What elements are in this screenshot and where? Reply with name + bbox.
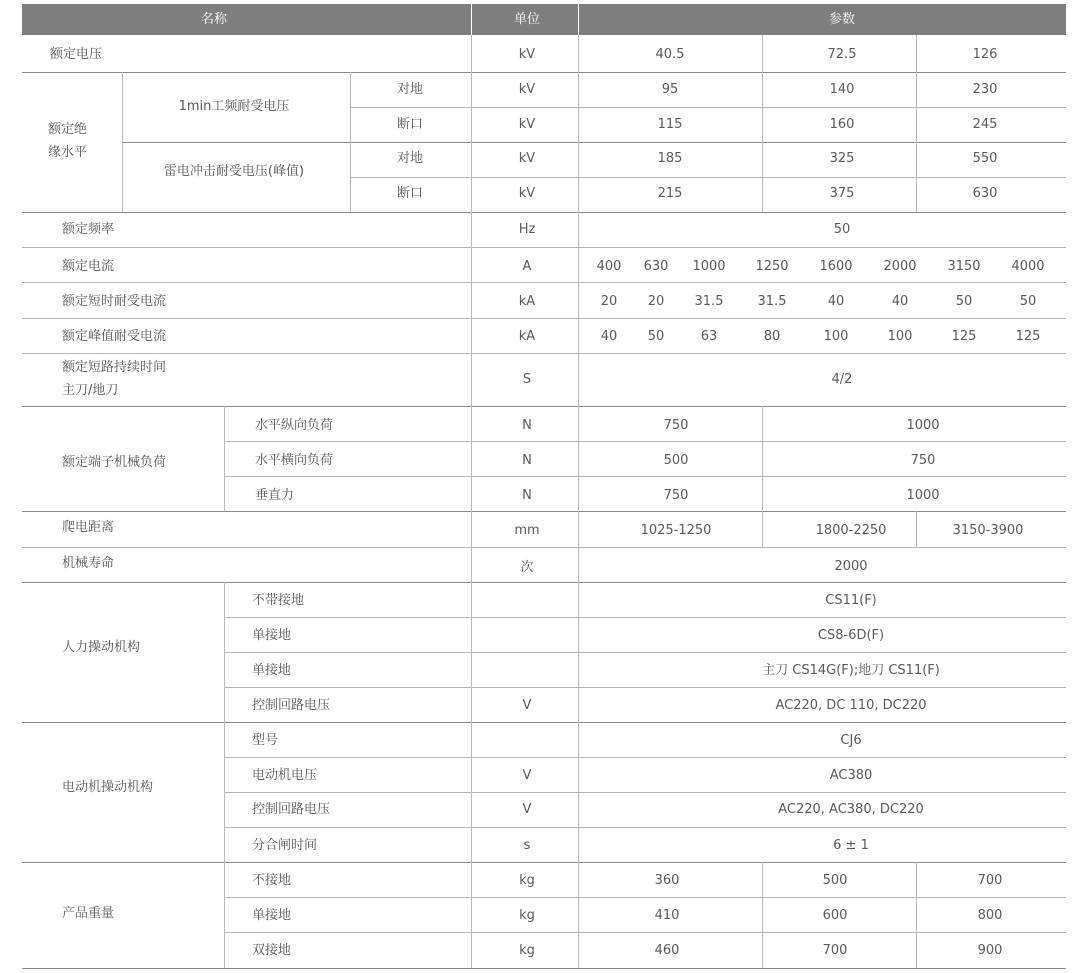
unit-cell: kV xyxy=(518,117,536,132)
value-cell: 750 xyxy=(910,453,936,468)
sub-label: 型号 xyxy=(252,733,279,748)
value-cell: 550 xyxy=(972,151,998,166)
row-label-short-time-current: 额定短时耐受电流 xyxy=(62,294,167,309)
header-name: 名称 xyxy=(200,12,227,27)
row-label-rated-voltage: 额定电压 xyxy=(50,47,103,62)
unit-cell: mm xyxy=(514,523,540,538)
unit-cell: N xyxy=(522,488,532,503)
unit-cell: V xyxy=(522,802,532,817)
sub-label: 垂直力 xyxy=(255,488,295,503)
value-cell: 20 xyxy=(600,294,618,309)
value-cell: 1025-1250 xyxy=(640,523,712,538)
value-cell: 700 xyxy=(977,873,1003,888)
row-label-short-circuit-duration: 主刀/地刀 xyxy=(62,383,119,398)
grid-hline xyxy=(224,827,1066,828)
value-cell: 400 xyxy=(596,259,622,274)
row-label-rated-current: 额定电流 xyxy=(62,259,115,274)
grid-vline xyxy=(122,72,123,212)
value-cell: 245 xyxy=(972,117,998,132)
value-cell: 800 xyxy=(977,908,1003,923)
value-cell: 700 xyxy=(822,943,848,958)
unit-cell: kA xyxy=(518,294,536,309)
sub-label: 断口 xyxy=(396,117,423,132)
grid-hline xyxy=(22,247,1066,248)
value-cell: 4000 xyxy=(1011,259,1045,274)
value-cell: 40 xyxy=(891,294,909,309)
value-cell: 630 xyxy=(972,186,998,201)
value-cell: 6 ± 1 xyxy=(833,838,869,853)
value-cell: 80 xyxy=(763,329,781,344)
sub-label: 对地 xyxy=(396,151,423,166)
sub-label: 控制回路电压 xyxy=(252,802,331,817)
grid-hline xyxy=(224,757,1066,758)
value-cell: 230 xyxy=(972,82,998,97)
value-cell: 40 xyxy=(827,294,845,309)
grid-hline xyxy=(224,617,1066,618)
sub-label: 单接地 xyxy=(252,628,292,643)
sub-label: 控制回路电压 xyxy=(252,698,331,713)
grid-hline xyxy=(224,792,1066,793)
unit-cell: kV xyxy=(518,151,536,166)
value-cell: 31.5 xyxy=(757,294,787,309)
grid-hline xyxy=(224,476,1066,477)
grid-hline xyxy=(22,353,1066,354)
value-cell: 3150 xyxy=(947,259,981,274)
row-label-manual-mech: 人力操动机构 xyxy=(62,640,141,655)
sub-label: 不接地 xyxy=(252,873,292,888)
row-label-short-circuit-duration: 额定短路持续时间 xyxy=(62,360,167,375)
value-cell: 600 xyxy=(822,908,848,923)
unit-cell: kV xyxy=(518,186,536,201)
sub-label: 水平横向负荷 xyxy=(255,453,334,468)
sub-label: 不带接地 xyxy=(252,593,305,608)
row-label-weight: 产品重量 xyxy=(62,906,115,921)
value-cell: 500 xyxy=(663,453,689,468)
header-params: 参数 xyxy=(828,12,855,27)
unit-cell: V xyxy=(522,698,532,713)
grid-hline xyxy=(224,652,1066,653)
value-cell: 325 xyxy=(829,151,855,166)
value-cell: AC220, AC380, DC220 xyxy=(778,802,924,817)
value-cell: 50 xyxy=(955,294,973,309)
value-cell: 1250 xyxy=(755,259,789,274)
sub-label-lightning: 雷电冲击耐受电压(峰值) xyxy=(163,164,305,179)
grid-hline xyxy=(224,897,1066,898)
unit-cell: S xyxy=(522,372,532,387)
value-cell: 360 xyxy=(654,873,680,888)
value-cell: 215 xyxy=(657,186,683,201)
sub-label: 断口 xyxy=(396,186,423,201)
unit-cell: A xyxy=(522,259,532,274)
sub-label: 单接地 xyxy=(252,663,292,678)
sub-label: 分合闸时间 xyxy=(252,838,318,853)
value-cell: 100 xyxy=(887,329,913,344)
unit-cell: N xyxy=(522,418,532,433)
value-cell: CS8-6D(F) xyxy=(817,628,885,643)
value-cell: 125 xyxy=(951,329,977,344)
grid-hline xyxy=(22,547,1066,548)
value-cell: 125 xyxy=(1015,329,1041,344)
value-cell: 140 xyxy=(829,82,855,97)
value-cell: 20 xyxy=(647,294,665,309)
sub-label-power-freq: 1min工频耐受电压 xyxy=(178,99,290,114)
value-cell: 31.5 xyxy=(694,294,724,309)
grid-vline xyxy=(224,582,225,968)
sub-label: 电动机电压 xyxy=(252,768,318,783)
value-cell: AC380 xyxy=(829,768,873,783)
grid-hline xyxy=(22,318,1066,319)
value-cell: 115 xyxy=(657,117,683,132)
sub-label: 对地 xyxy=(396,82,423,97)
value-cell: 50 xyxy=(1019,294,1037,309)
unit-cell: 次 xyxy=(520,560,534,575)
unit-cell: s xyxy=(523,838,531,853)
value-cell: 3150-3900 xyxy=(952,523,1024,538)
grid-hline xyxy=(224,687,1066,688)
value-cell: 1800-2250 xyxy=(815,523,887,538)
value-cell: 185 xyxy=(657,151,683,166)
grid-hline xyxy=(350,177,1066,178)
grid-hline xyxy=(22,862,1066,863)
unit-cell: N xyxy=(522,453,532,468)
row-label-insulation: 额定绝 xyxy=(48,122,88,137)
value-cell: 4/2 xyxy=(831,372,853,387)
value-cell: 750 xyxy=(663,418,689,433)
grid-hline xyxy=(22,282,1066,283)
grid-hline xyxy=(22,212,1066,213)
grid-hline xyxy=(350,107,1066,108)
grid-hline xyxy=(224,441,1066,442)
unit-cell: kA xyxy=(518,329,536,344)
value-cell: 1600 xyxy=(819,259,853,274)
value-cell: 1000 xyxy=(692,259,726,274)
row-label-rated-frequency: 额定频率 xyxy=(62,222,115,237)
value-cell: 95 xyxy=(661,82,679,97)
value-cell: 900 xyxy=(977,943,1003,958)
grid-vline xyxy=(224,406,225,511)
sub-label: 单接地 xyxy=(252,908,292,923)
grid-hline xyxy=(22,582,1066,583)
value-cell: 410 xyxy=(654,908,680,923)
value-cell: 100 xyxy=(823,329,849,344)
value-cell: 2000 xyxy=(883,259,917,274)
value-cell: CS11(F) xyxy=(825,593,877,608)
grid-hline xyxy=(22,406,1066,407)
sub-label: 双接地 xyxy=(252,943,292,958)
value-cell: 375 xyxy=(829,186,855,201)
row-label-mech-life: 机械寿命 xyxy=(62,556,115,571)
row-label-peak-current: 额定峰值耐受电流 xyxy=(62,329,167,344)
unit-cell: kV xyxy=(518,47,536,62)
value-cell: 40.5 xyxy=(655,47,685,62)
grid-hline xyxy=(22,72,1066,73)
value-cell: 63 xyxy=(700,329,718,344)
value-cell: 2000 xyxy=(834,559,868,574)
unit-cell: kg xyxy=(519,908,535,923)
row-label-creepage: 爬电距离 xyxy=(62,520,115,535)
value-cell: 460 xyxy=(654,943,680,958)
value-cell: 72.5 xyxy=(827,47,857,62)
value-cell: 630 xyxy=(643,259,669,274)
grid-hline xyxy=(22,511,1066,512)
value-cell: 160 xyxy=(829,117,855,132)
grid-hline xyxy=(122,142,1066,143)
value-cell: AC220, DC 110, DC220 xyxy=(775,698,927,713)
value-cell: 50 xyxy=(833,222,851,237)
value-cell: 750 xyxy=(663,488,689,503)
value-cell: 50 xyxy=(647,329,665,344)
value-cell: 1000 xyxy=(906,488,940,503)
unit-cell: Hz xyxy=(518,222,536,237)
value-cell: 500 xyxy=(822,873,848,888)
value-cell: CJ6 xyxy=(840,733,862,748)
sub-label: 水平纵向负荷 xyxy=(255,418,334,433)
value-cell: 40 xyxy=(600,329,618,344)
row-label-terminal-load: 额定端子机械负荷 xyxy=(62,455,167,470)
unit-cell: kg xyxy=(519,943,535,958)
unit-cell: V xyxy=(522,768,532,783)
grid-hline xyxy=(224,932,1066,933)
unit-cell: kV xyxy=(518,82,536,97)
row-label-motor-mech: 电动机操动机构 xyxy=(62,780,154,795)
value-cell: 1000 xyxy=(906,418,940,433)
unit-cell: kg xyxy=(519,873,535,888)
header-unit: 单位 xyxy=(513,12,540,27)
grid-hline xyxy=(22,722,1066,723)
grid-hline xyxy=(22,968,1066,969)
value-cell: 主刀 CS14G(F);地刀 CS11(F) xyxy=(762,663,940,678)
row-label-insulation: 缘水平 xyxy=(48,145,88,160)
value-cell: 126 xyxy=(972,47,998,62)
